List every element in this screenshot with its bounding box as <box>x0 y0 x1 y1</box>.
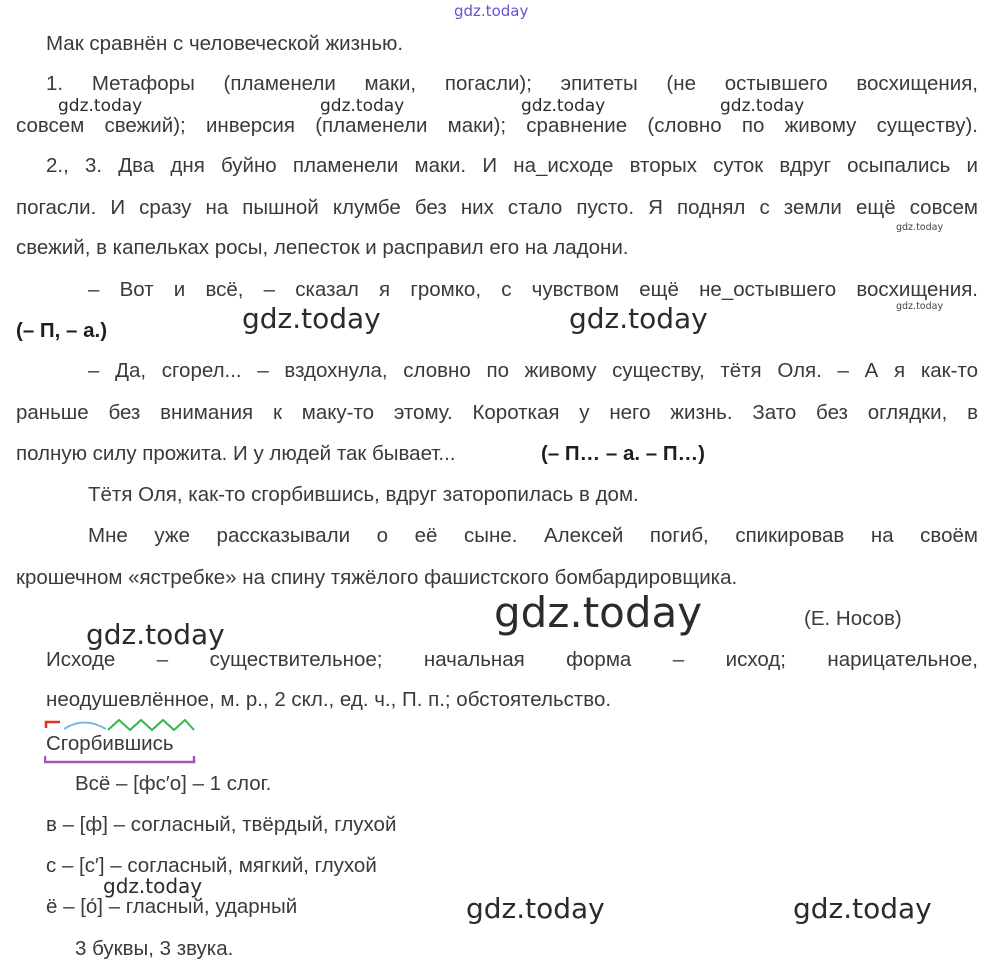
word-morpheme-analysis <box>44 716 204 766</box>
phonetic-line3: с – [с′] – согласный, мягкий, глухой <box>46 854 377 877</box>
intro-line: Мак сравнён с человеческой жизнью. <box>46 32 404 55</box>
p5-line: Тётя Оля, как-то сгорбившись, вдруг заторопилась в дом. <box>88 483 639 506</box>
p2-line2: погасли. И сразу на пышной клумбе без них стало пусто. Я поднял с земли ещё совсем <box>16 196 978 219</box>
p2-line1: 2., 3. Два дня буйно пламенели маки. И на_исходе вторых суток вдруг осыпались и <box>46 154 978 177</box>
root-arc <box>64 723 106 730</box>
morph-line1: Исходе – существительное; начальная форма – исход; нарицательное, <box>46 648 978 671</box>
watermark-text: gdz.today <box>720 96 805 116</box>
watermark-text: gdz.today <box>466 892 605 925</box>
watermark-text: gdz.today <box>320 96 405 116</box>
watermark-text: gdz.today <box>793 892 932 925</box>
base-bracket <box>45 756 194 762</box>
p4-line3: полную силу прожита. И у людей так бывает... <box>16 442 456 465</box>
watermark-text: gdz.today <box>242 302 381 335</box>
watermark-text: gdz.today <box>86 618 225 651</box>
phonetic-line1: Всё – [фс′о] – 1 слог. <box>75 772 272 795</box>
p4-line2: раньше без внимания к маку-то этому. Короткая у него жизнь. Зато без оглядки, в <box>16 401 978 424</box>
watermark-text: gdz.today <box>521 96 606 116</box>
p3-scheme: (– П, – а.) <box>16 319 108 342</box>
morph-line2: неодушевлённое, м. р., 2 скл., ед. ч., П. п.; обстоятельство. <box>46 688 612 711</box>
watermark-text: gdz.today <box>58 96 143 116</box>
p1-line1: 1. Метафоры (пламенели маки, погасли); эпитеты (не остывшего восхищения, <box>46 72 978 95</box>
phonetic-line4: ё – [о́] – гласный, ударный <box>46 895 298 918</box>
p6-line1: Мне уже рассказывали о её сыне. Алексей погиб, спикировав на своём <box>88 524 978 547</box>
analyzed-word: Сгорбившись <box>46 732 174 755</box>
watermark-text: gdz.today <box>103 874 203 898</box>
author: (Е. Носов) <box>804 607 902 630</box>
p1-line2: совсем свежий); инверсия (пламенели маки); сравнение (словно по живому существу). <box>16 114 978 137</box>
watermark-text: gdz.today <box>896 222 944 233</box>
watermark-text: gdz.today <box>896 301 944 312</box>
p2-line3: свежий, в капельках росы, лепесток и расправил его на ладони. <box>16 236 629 259</box>
phonetic-line2: в – [ф] – согласный, твёрдый, глухой <box>46 813 397 836</box>
watermark-text: gdz.today <box>494 588 703 637</box>
p3-line1: – Вот и всё, – сказал я громко, с чувством ещё не_остывшего восхищения. <box>88 278 978 301</box>
watermark-text: gdz.today <box>569 302 708 335</box>
p4-line1: – Да, сгорел... – вздохнула, словно по живому существу, тётя Оля. – А я как-то <box>88 359 978 382</box>
prefix-mark <box>46 722 60 728</box>
p4-scheme: (– П… – а. – П…) <box>541 442 705 465</box>
watermark-top: gdz.today <box>454 2 529 20</box>
suffix-zigzag <box>108 720 194 730</box>
p6-line2: крошечном «ястребке» на спину тяжёлого фашистского бомбардировщика. <box>16 566 738 589</box>
phonetic-line5: 3 буквы, 3 звука. <box>75 937 234 960</box>
